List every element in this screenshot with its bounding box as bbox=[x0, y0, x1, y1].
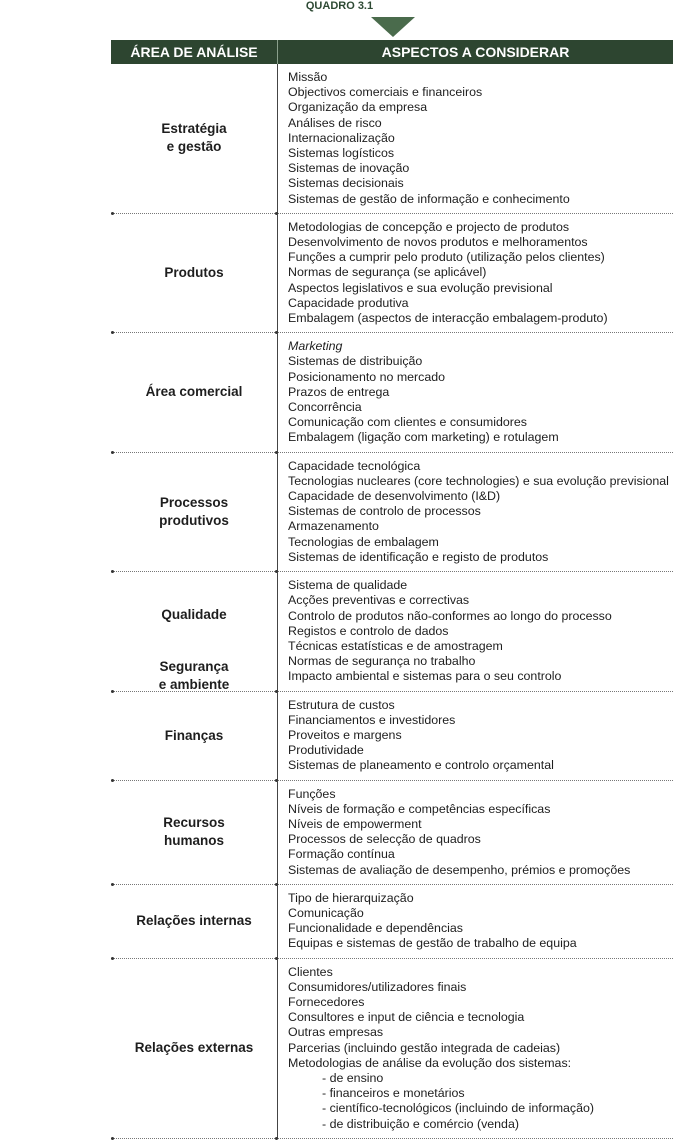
list-item: Funções a cumprir pelo produto (utilização pelos clientes) bbox=[288, 250, 605, 265]
aspects-list bbox=[278, 453, 673, 571]
aspects-list bbox=[278, 692, 673, 780]
area-cell bbox=[111, 453, 278, 571]
list-item: Funções bbox=[288, 786, 336, 801]
aspects-list bbox=[278, 959, 673, 1138]
aspects-list bbox=[278, 885, 673, 958]
aspects-list bbox=[278, 214, 673, 332]
area-cell bbox=[111, 64, 278, 213]
table-row bbox=[111, 692, 673, 781]
list-item: Embalagem (aspectos de interacção embalagem-produto) bbox=[288, 311, 608, 326]
list-item: Proveitos e margens bbox=[288, 727, 402, 742]
list-item: Estrutura de custos bbox=[288, 697, 395, 712]
list-item: Fornecedores bbox=[288, 994, 365, 1009]
table-caption: QUADRO 3.1 bbox=[305, 0, 374, 12]
list-item: Outras empresas bbox=[288, 1025, 384, 1040]
area-label: Processos produtivos bbox=[159, 494, 229, 528]
list-item: Posicionamento no mercado bbox=[288, 369, 446, 384]
list-item: Níveis de empowerment bbox=[288, 816, 422, 831]
area-cell bbox=[111, 692, 278, 780]
list-item: Sistemas de distribuição bbox=[288, 354, 423, 369]
list-item: Sistemas de planeamento e controlo orçamental bbox=[288, 758, 554, 773]
list-item: Equipas e sistemas de gestão de trabalho de equipa bbox=[288, 936, 577, 951]
list-item: Sistemas logísticos bbox=[288, 146, 395, 161]
list-item: Financiamentos e investidores bbox=[288, 712, 456, 727]
list-item: Parcerias (incluindo gestão integrada de cadeias) bbox=[288, 1040, 561, 1055]
area-label: Recursos humanos bbox=[163, 815, 225, 849]
list-item: - de distribuição e comércio (venda) bbox=[322, 1116, 519, 1131]
list-item: - científico-tecnológicos (incluindo de informação) bbox=[322, 1101, 595, 1116]
list-item: Armazenamento bbox=[288, 519, 379, 534]
list-item: Sistemas decisionais bbox=[288, 176, 404, 191]
list-item: Normas de segurança (se aplicável) bbox=[288, 265, 487, 280]
aspects-list bbox=[278, 572, 673, 690]
area-label-safety: Segurança e ambiente bbox=[158, 659, 230, 693]
area-cell bbox=[111, 333, 278, 451]
list-item: Sistema de qualidade bbox=[288, 578, 408, 593]
list-item: Clientes bbox=[288, 964, 333, 979]
list-item: Tecnologias de embalagem bbox=[288, 534, 439, 549]
list-item: Técnicas estatísticas e de amostragem bbox=[288, 638, 503, 653]
list-item: Funcionalidade e dependências bbox=[288, 921, 463, 936]
list-item: Formação contínua bbox=[288, 847, 395, 862]
table-row bbox=[111, 453, 673, 572]
area-label: Produtos bbox=[164, 265, 224, 281]
list-item: Missão bbox=[288, 70, 328, 84]
area-cell bbox=[111, 781, 278, 884]
list-item: Capacidade de desenvolvimento (I&D) bbox=[288, 489, 501, 504]
list-item: Embalagem (ligação com marketing) e rotulagem bbox=[288, 430, 559, 445]
list-item: Desenvolvimento de novos produtos e melhoramentos bbox=[288, 235, 588, 250]
table-row bbox=[111, 333, 673, 452]
table-header bbox=[111, 40, 673, 64]
aspects-list bbox=[278, 64, 673, 213]
list-item: Níveis de formação e competências específicas bbox=[288, 801, 551, 816]
list-item: Tipo de hierarquização bbox=[288, 890, 414, 905]
area-label: Estratégia e gestão bbox=[161, 121, 227, 155]
area-cell bbox=[111, 885, 278, 958]
area-label: Relações internas bbox=[136, 913, 252, 929]
area-cell bbox=[111, 214, 278, 332]
list-item: Capacidade produtiva bbox=[288, 295, 409, 310]
list-item: Internacionalização bbox=[288, 130, 395, 145]
table-row bbox=[111, 781, 673, 885]
list-item: Concorrência bbox=[288, 400, 362, 415]
table-row bbox=[111, 214, 673, 333]
aspects-list bbox=[278, 333, 673, 451]
list-item: Metodologias de análise da evolução dos sistemas: bbox=[288, 1055, 572, 1070]
list-item: Consumidores/utilizadores finais bbox=[288, 979, 467, 994]
area-label: Finanças bbox=[164, 727, 224, 743]
list-item: Capacidade tecnológica bbox=[288, 458, 421, 473]
list-item: Registos e controlo de dados bbox=[288, 623, 449, 638]
list-item: Marketing bbox=[288, 339, 343, 354]
list-item: Controlo de produtos não-conformes ao longo do processo bbox=[288, 608, 612, 623]
header-aspects: ASPECTOS A CONSIDERAR bbox=[381, 44, 570, 60]
list-item: Consultores e input de ciência e tecnologia bbox=[288, 1010, 525, 1025]
table-row bbox=[111, 572, 673, 691]
table-row bbox=[111, 885, 673, 959]
area-label-quality: Qualidade bbox=[161, 607, 227, 623]
area-cell bbox=[111, 959, 278, 1138]
area-label: Área comercial bbox=[145, 384, 243, 400]
list-item: Objectivos comerciais e financeiros bbox=[288, 85, 483, 100]
analysis-table bbox=[111, 40, 673, 1139]
aspects-list bbox=[278, 781, 673, 884]
list-item: Sistemas de identificação e registo de produtos bbox=[288, 549, 549, 564]
list-item: Comunicação bbox=[288, 905, 364, 920]
list-item: Sistemas de controlo de processos bbox=[288, 504, 481, 519]
list-item: - financeiros e monetários bbox=[322, 1086, 465, 1101]
list-item: Normas de segurança no trabalho bbox=[288, 654, 476, 669]
list-item: Sistemas de inovação bbox=[288, 161, 410, 176]
list-item: Prazos de entrega bbox=[288, 384, 390, 399]
list-item: Aspectos legislativos e sua evolução previsional bbox=[288, 280, 553, 295]
list-item: - de ensino bbox=[322, 1070, 384, 1085]
list-item: Análises de risco bbox=[288, 115, 382, 130]
list-item: Acções preventivas e correctivas bbox=[288, 593, 470, 608]
list-item: Tecnologias nucleares (core technologies) e sua evolução previsional bbox=[288, 473, 669, 488]
list-item: Sistemas de avaliação de desempenho, prémios e promoções bbox=[288, 862, 631, 877]
list-item: Sistemas de gestão de informação e conhecimento bbox=[288, 191, 570, 206]
list-item: Organização da empresa bbox=[288, 100, 428, 115]
area-cell bbox=[111, 572, 278, 693]
list-item: Impacto ambiental e sistemas para o seu controlo bbox=[288, 669, 562, 684]
table-row bbox=[111, 64, 673, 214]
area-label: Relações externas bbox=[134, 1040, 254, 1056]
list-item: Produtividade bbox=[288, 743, 364, 758]
header-area: ÁREA DE ANÁLISE bbox=[111, 40, 278, 64]
list-item: Comunicação com clientes e consumidores bbox=[288, 415, 527, 430]
table-row bbox=[111, 959, 673, 1139]
list-item: Metodologias de concepção e projecto de produtos bbox=[288, 219, 570, 234]
list-item: Processos de selecção de quadros bbox=[288, 832, 481, 847]
caption-arrow-icon bbox=[371, 17, 415, 37]
